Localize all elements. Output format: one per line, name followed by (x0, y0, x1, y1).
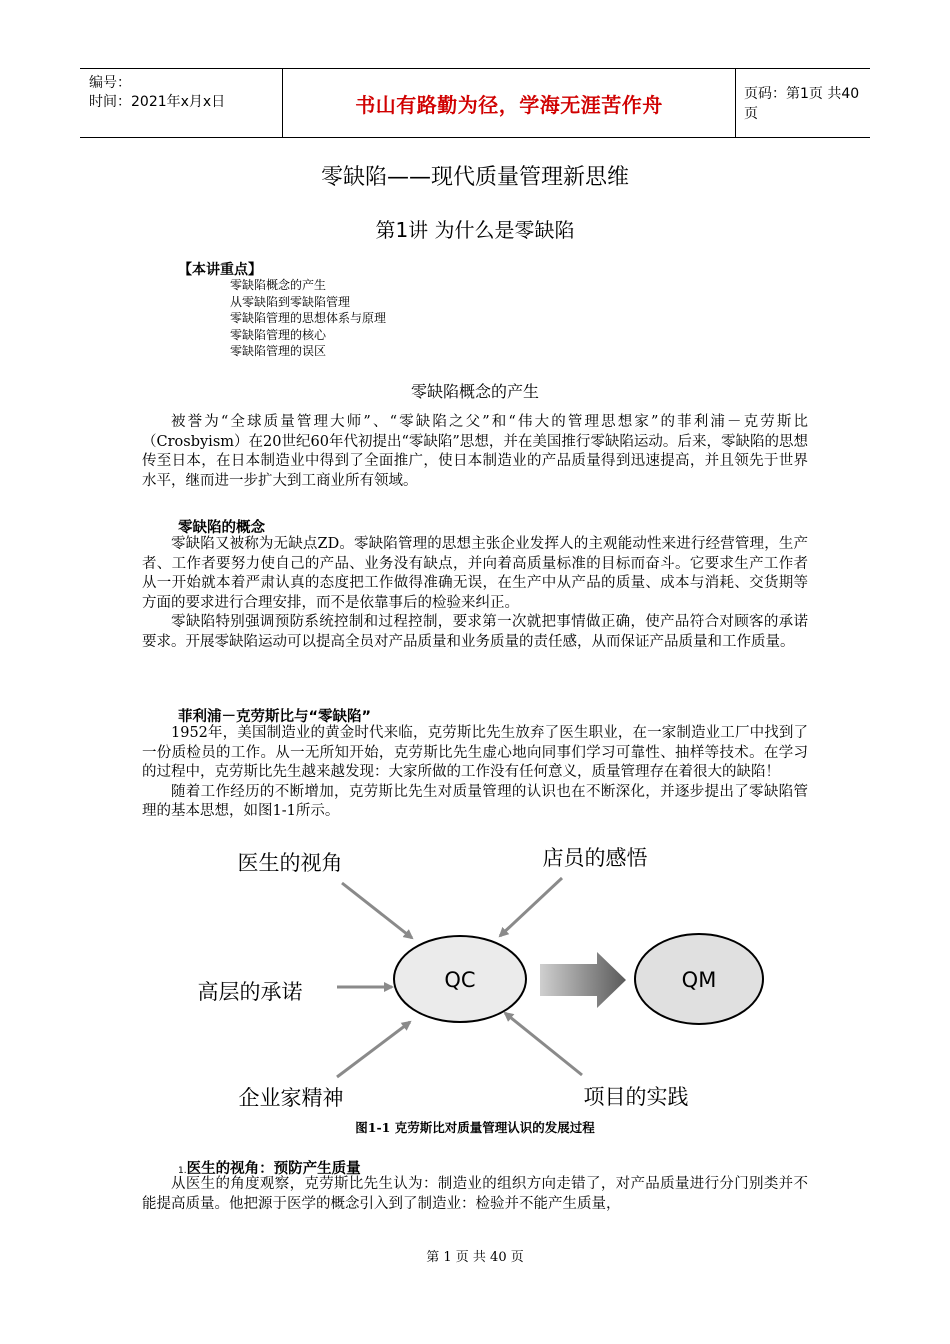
transition-arrow (540, 952, 626, 1008)
doctor-heading-text: 医生的视角：预防产生质量 (186, 1161, 361, 1177)
header-motto-cell (283, 69, 736, 137)
label-top-commitment: 高层的承诺 (197, 980, 303, 1004)
section-title: 零缺陷概念的产生 (410, 382, 539, 401)
key-point-item: 零缺陷管理的思想体系与原理 (230, 311, 387, 325)
header-page-cell (736, 69, 870, 137)
label-entrepreneur-spirit: 企业家精神 (238, 1086, 344, 1110)
lecture-title: 第1讲 为什么是零缺陷 (375, 218, 575, 242)
document-title: 零缺陷——现代质量管理新思维 (320, 165, 629, 190)
header-info-cell (80, 69, 283, 137)
qm-label: QM (681, 968, 717, 992)
key-point-item: 零缺陷概念的产生 (230, 278, 327, 292)
key-points-heading: 【本讲重点】 (178, 262, 262, 278)
label-clerk-insight: 店员的感悟 (542, 846, 648, 870)
key-point-item: 零缺陷管理的误区 (230, 344, 327, 358)
crosby-heading: 菲利浦－克劳斯比与“零缺陷” (178, 709, 372, 725)
label-project-practice: 项目的实践 (583, 1085, 689, 1109)
arrow-practice (505, 1013, 582, 1075)
doc-number-label: 编号： (89, 75, 131, 91)
arrow-clerk (500, 878, 562, 936)
crosby-paragraph: 1952年，美国制造业的黄金时代来临，克劳斯比先生放弃了医生职业，在一家制造业工厂中找到了一份质检员的工作。从一无所知开始，克劳斯比先生虚心地向同事们学习可靠性、抽样等技术。在学习的过程中，克劳斯比先生越来越发现：大家所做的工作没有任何意义，质量管理存在着很大的缺陷！ (142, 725, 808, 780)
key-point-item: 从零缺陷到零缺陷管理 (230, 294, 351, 309)
label-doctor-view: 医生的视角 (237, 851, 343, 875)
header-motto: 书山有路勤为径，学海无涯苦作舟 (355, 92, 663, 117)
key-point-item: 零缺陷管理的核心 (230, 327, 327, 342)
concept-paragraph: 零缺陷又被称为无缺点ZD。零缺陷管理的思想主张企业发挥人的主观能动性来进行经营管理，生产者、工作者要努力使自己的产品、业务没有缺点，并向着高质量标准的目标而奋斗。它要求生产工作者从一开始就本着严肃认真的态度把工作做得准确无误，在生产中从产品的质量、成本与消耗、交货期等方面的要求进行合理安排，而不是依靠事后的检验来纠正。 (142, 536, 808, 611)
intro-paragraphs (142, 413, 808, 491)
doctor-heading-number: 1. (178, 1166, 187, 1176)
doc-date-label: 时间：2021年x月x日 (89, 94, 226, 110)
concept-heading: 零缺陷的概念 (178, 520, 265, 536)
arrow-entrepreneur (337, 1022, 410, 1077)
qc-label: QC (444, 968, 476, 992)
crosby-paragraph: 随着工作经历的不断增加，克劳斯比先生对质量管理的认识也在不断深化，并逐步提出了零缺陷管理的基本思想，如图1-1所示。 (142, 783, 808, 819)
page-footer: 第 1 页 共 40 页 (426, 1250, 524, 1265)
arrow-doctor (342, 883, 412, 938)
crosby-paragraphs (142, 724, 808, 822)
intro-paragraph: 被誉为“全球质量管理大师”、“零缺陷之父”和“伟大的管理思想家”的菲利浦－克劳斯比（Crosbyism）在20世纪60年代初提出“零缺陷”思想，并在美国推行零缺陷运动。后来，零缺陷的思想传至日本，在日本制造业中得到了全面推广，使日本制造业的产品质量得到迅速提高，并且领先于世界水平，继而进一步扩大到工商业所有领域。 (142, 414, 808, 489)
concept-paragraphs (142, 535, 808, 652)
page-header (80, 68, 870, 138)
header-page-number: 页码：第1页 共40页 (744, 86, 860, 122)
qc-to-qm-diagram (142, 840, 822, 1112)
doctor-paragraph: 从医生的角度观察，克劳斯比先生认为：制造业的组织方向走错了，对产品质量进行分门别类并不能提高质量。他把源于医学的概念引入到了制造业：检验并不能产生质量， (142, 1176, 808, 1212)
figure-caption: 图1-1 克劳斯比对质量管理认识的发展过程 (355, 1120, 595, 1135)
key-points-list (230, 277, 386, 360)
concept-paragraph: 零缺陷特别强调预防系统控制和过程控制，要求第一次就把事情做正确，使产品符合对顾客的承诺要求。开展零缺陷运动可以提高全员对产品质量和业务质量的责任感，从而保证产品质量和工作质量。 (142, 614, 808, 650)
doctor-paragraphs (142, 1175, 808, 1214)
